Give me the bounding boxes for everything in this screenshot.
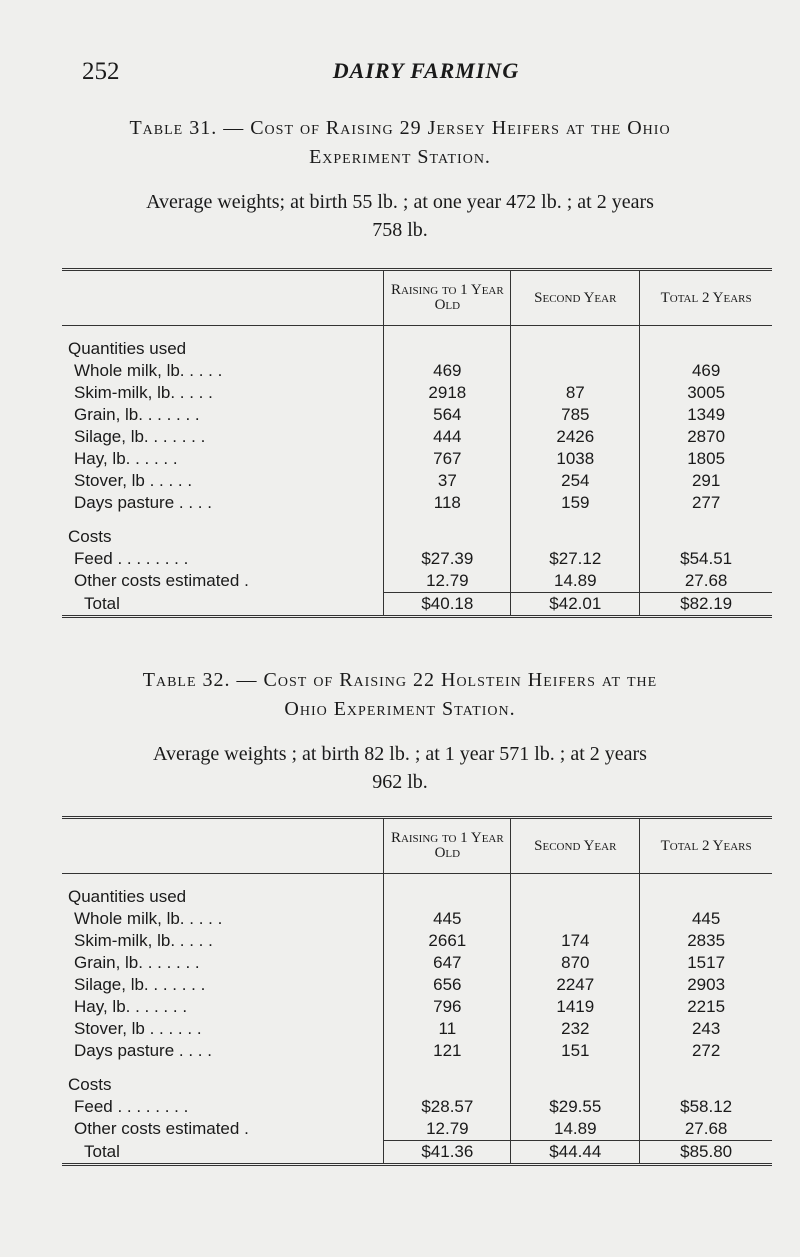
table32-header-col1: Raising to 1 Year Old xyxy=(384,818,511,874)
total-label: Total xyxy=(62,593,384,617)
table32-caption-line1: Table 32. — Cost of Raising 22 Holstein Heifers at the xyxy=(142,669,658,691)
cell: 2918 xyxy=(384,382,511,404)
cell xyxy=(511,360,640,382)
cell: $54.51 xyxy=(640,548,772,570)
page-number: 252 xyxy=(82,58,120,85)
table-row xyxy=(62,974,772,996)
cell: 1517 xyxy=(640,952,772,974)
table-total-row xyxy=(62,593,772,617)
cell: $41.36 xyxy=(384,1141,511,1165)
cell: 2835 xyxy=(640,930,772,952)
table-row xyxy=(62,548,772,570)
cell: 254 xyxy=(511,470,640,492)
cell: 785 xyxy=(511,404,640,426)
cell: 469 xyxy=(640,360,772,382)
cell: 2903 xyxy=(640,974,772,996)
cell: $28.57 xyxy=(384,1096,511,1118)
table31-header-col2: Second Year xyxy=(511,270,640,326)
table32-caption xyxy=(50,666,750,724)
cell: $82.19 xyxy=(640,593,772,617)
cell: 12.79 xyxy=(384,1118,511,1141)
table-row xyxy=(62,1096,772,1118)
table31 xyxy=(62,268,772,618)
cell: 118 xyxy=(384,492,511,514)
cell: 159 xyxy=(511,492,640,514)
row-label: Feed . . . . . . . . xyxy=(74,549,189,568)
row-label: Whole milk, lb. . . . . xyxy=(74,361,223,380)
cell: 1419 xyxy=(511,996,640,1018)
cell: 243 xyxy=(640,1018,772,1040)
running-head: DAIRY FARMING xyxy=(332,58,520,83)
table-row xyxy=(62,930,772,952)
cell: 2247 xyxy=(511,974,640,996)
row-label: Hay, lb. . . . . . xyxy=(74,449,178,468)
table-row xyxy=(62,570,772,593)
table31-caption-line1: Table 31. — Cost of Raising 29 Jersey Heifers at the Ohio xyxy=(129,117,671,139)
cell: $44.44 xyxy=(511,1141,640,1165)
table-row xyxy=(62,996,772,1018)
table32-section-quantities: Quantities used xyxy=(68,887,187,906)
table31-weights-line2: 758 lb. xyxy=(372,219,428,241)
row-label: Other costs estimated . xyxy=(74,571,249,591)
row-label: Whole milk, lb. . . . . xyxy=(74,909,223,928)
cell: $42.01 xyxy=(511,593,640,617)
row-label: Stover, lb . . . . . xyxy=(74,471,193,490)
table-row xyxy=(62,1118,772,1141)
table-row xyxy=(62,908,772,930)
cell: 11 xyxy=(384,1018,511,1040)
table32 xyxy=(62,816,772,1166)
table31-section-quantities: Quantities used xyxy=(68,339,187,358)
cell: 121 xyxy=(384,1040,511,1062)
cell: 444 xyxy=(384,426,511,448)
row-label: Grain, lb. . . . . . . xyxy=(74,953,200,972)
cell: 469 xyxy=(384,360,511,382)
row-label: Days pasture . . . . xyxy=(74,1041,212,1060)
cell: 2426 xyxy=(511,426,640,448)
cell: $27.12 xyxy=(511,548,640,570)
page-header xyxy=(82,58,770,88)
table31-header-col3: Total 2 Years xyxy=(640,270,772,326)
table-row xyxy=(62,470,772,492)
cell: 87 xyxy=(511,382,640,404)
cell: 174 xyxy=(511,930,640,952)
cell: 445 xyxy=(640,908,772,930)
table-row xyxy=(62,426,772,448)
table-row xyxy=(62,952,772,974)
cell: 1038 xyxy=(511,448,640,470)
table32-caption-block xyxy=(0,666,800,796)
cell: 14.89 xyxy=(511,570,640,593)
cell: 564 xyxy=(384,404,511,426)
cell: $27.39 xyxy=(384,548,511,570)
table32-weights-line2: 962 lb. xyxy=(372,771,428,793)
row-label: Silage, lb. . . . . . . xyxy=(74,975,206,994)
table32-weights-line1: Average weights ; at birth 82 lb. ; at 1 year 571 lb. ; at 2 years xyxy=(153,743,647,765)
table-row xyxy=(62,448,772,470)
cell: 277 xyxy=(640,492,772,514)
table31-caption-block xyxy=(0,114,800,244)
cell: 27.68 xyxy=(640,1118,772,1141)
table-row xyxy=(62,404,772,426)
cell: 1805 xyxy=(640,448,772,470)
cell: 796 xyxy=(384,996,511,1018)
table31-caption-line2: Experiment Station. xyxy=(309,146,491,168)
cell: 2215 xyxy=(640,996,772,1018)
table32-header-col3: Total 2 Years xyxy=(640,818,772,874)
row-label: Skim-milk, lb. . . . . xyxy=(74,383,213,402)
cell: 27.68 xyxy=(640,570,772,593)
table-row xyxy=(62,360,772,382)
row-label: Other costs estimated . xyxy=(74,1119,249,1139)
row-label: Grain, lb. . . . . . . xyxy=(74,405,200,424)
table-row xyxy=(62,492,772,514)
row-label: Hay, lb. . . . . . . xyxy=(74,997,188,1016)
row-label: Days pasture . . . . xyxy=(74,493,212,512)
cell: 647 xyxy=(384,952,511,974)
table31-section-costs: Costs xyxy=(68,527,112,546)
row-label: Skim-milk, lb. . . . . xyxy=(74,931,213,950)
cell: $29.55 xyxy=(511,1096,640,1118)
cell: 445 xyxy=(384,908,511,930)
cell: 2870 xyxy=(640,426,772,448)
table32-header-blank xyxy=(62,818,384,874)
cell: 37 xyxy=(384,470,511,492)
cell: $40.18 xyxy=(384,593,511,617)
table32-weights xyxy=(40,740,760,796)
table-row xyxy=(62,382,772,404)
cell: 767 xyxy=(384,448,511,470)
cell: 1349 xyxy=(640,404,772,426)
table31-header-blank xyxy=(62,270,384,326)
cell: $58.12 xyxy=(640,1096,772,1118)
table31-caption xyxy=(50,114,750,172)
cell xyxy=(511,908,640,930)
table-total-row xyxy=(62,1141,772,1165)
table31-header-col1: Raising to 1 Year Old xyxy=(384,270,511,326)
cell: 14.89 xyxy=(511,1118,640,1141)
table32-caption-line2: Ohio Experiment Station. xyxy=(284,698,516,720)
cell: 272 xyxy=(640,1040,772,1062)
table31-weights-line1: Average weights; at birth 55 lb. ; at one year 472 lb. ; at 2 years xyxy=(146,191,654,213)
cell: 656 xyxy=(384,974,511,996)
row-label: Stover, lb . . . . . . xyxy=(74,1019,202,1038)
table-row xyxy=(62,1018,772,1040)
total-label: Total xyxy=(62,1141,384,1165)
cell: 291 xyxy=(640,470,772,492)
row-label: Feed . . . . . . . . xyxy=(74,1097,189,1116)
row-label: Silage, lb. . . . . . . xyxy=(74,427,206,446)
table31-weights xyxy=(40,188,760,244)
cell: 2661 xyxy=(384,930,511,952)
cell: 3005 xyxy=(640,382,772,404)
cell: $85.80 xyxy=(640,1141,772,1165)
cell: 12.79 xyxy=(384,570,511,593)
table32-header-col2: Second Year xyxy=(511,818,640,874)
table32-section-costs: Costs xyxy=(68,1075,112,1094)
cell: 151 xyxy=(511,1040,640,1062)
table-row xyxy=(62,1040,772,1062)
cell: 870 xyxy=(511,952,640,974)
cell: 232 xyxy=(511,1018,640,1040)
